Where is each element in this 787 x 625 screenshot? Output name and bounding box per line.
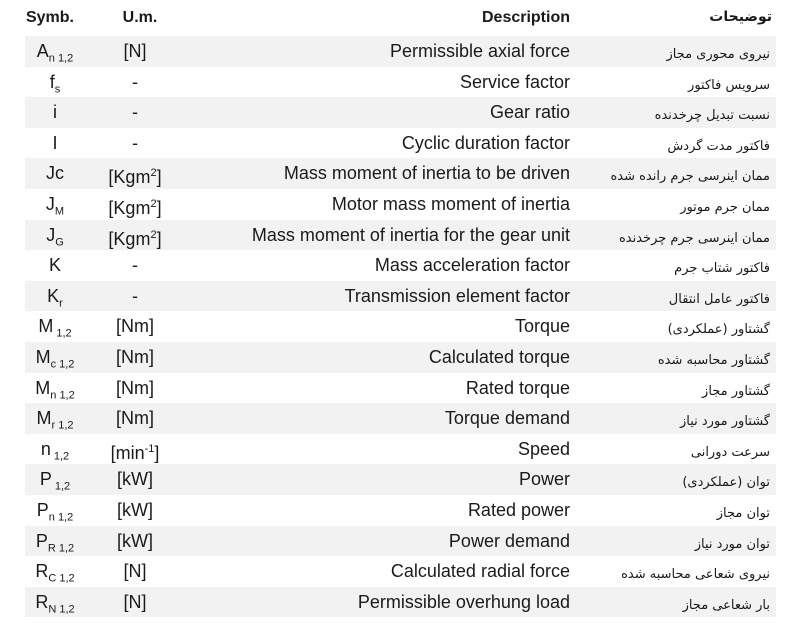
- symbol-cell: [25, 403, 85, 434]
- unit-cell: [95, 128, 175, 159]
- symbol-cell: [25, 342, 85, 373]
- unit-text: [Kgm: [108, 228, 151, 249]
- header-unit: U.m.: [122, 9, 158, 26]
- unit-text: [N]: [123, 561, 147, 582]
- description-cell: Torque: [514, 316, 570, 337]
- persian-description-cell: سرعت دورانی: [690, 444, 770, 460]
- table-row: [25, 158, 776, 189]
- unit-text: -: [132, 255, 138, 276]
- unit-text: [kW]: [117, 530, 153, 551]
- persian-description-cell: توان مجاز: [716, 505, 770, 521]
- symbol-subscript: n 1,2: [50, 389, 75, 402]
- symbol-text: J: [46, 224, 56, 245]
- table-row: [25, 495, 776, 526]
- unit-superscript: 2: [150, 197, 157, 210]
- symbol-subscript: G: [55, 236, 64, 249]
- symbol-cell: [25, 250, 85, 281]
- unit-text: -: [132, 102, 138, 123]
- unit-text: [min: [110, 442, 145, 463]
- table-row: [25, 97, 776, 128]
- symbol-text: f: [49, 71, 55, 92]
- symbol-subscript: n 1,2: [48, 511, 74, 524]
- symbol-subscript: 1,2: [53, 327, 72, 340]
- symbol-text: M: [35, 346, 51, 367]
- symbol-subscript: 1,2: [51, 480, 71, 493]
- unit-cell: [95, 36, 175, 67]
- table-row: [25, 250, 776, 281]
- persian-description-cell: گشتاور محاسبه شده: [657, 352, 770, 368]
- symbol-cell: [25, 189, 85, 220]
- unit-superscript: -1: [144, 442, 155, 455]
- unit-cell: [95, 342, 175, 373]
- unit-text: [kW]: [117, 469, 153, 490]
- persian-description-cell: فاکتور عامل انتقال: [668, 291, 770, 307]
- unit-cell: [95, 464, 175, 495]
- symbol-cell: [25, 434, 85, 465]
- symbol-subscript: N 1,2: [48, 603, 75, 616]
- unit-cell: [95, 189, 175, 220]
- symbol-cell: [25, 158, 85, 189]
- symbol-subscript: r 1,2: [51, 419, 74, 432]
- unit-tail: ]: [156, 228, 162, 249]
- unit-cell: [95, 97, 175, 128]
- unit-cell: [95, 403, 175, 434]
- symbols-table: [25, 4, 776, 617]
- persian-description-cell: ممان اینرسی جرم چرخدنده: [618, 230, 770, 246]
- symbol-text: I: [52, 132, 58, 153]
- table-row: [25, 464, 776, 495]
- symbol-subscript: M: [54, 205, 65, 218]
- unit-text: [Nm]: [116, 346, 154, 367]
- persian-description-cell: فاکتور مدت گردش: [667, 138, 770, 154]
- description-cell: Mass moment of inertia for the gear unit: [251, 224, 570, 245]
- unit-cell: [95, 373, 175, 404]
- symbol-subscript: s: [54, 83, 61, 96]
- persian-description-cell: بار شعاعی مجاز: [682, 597, 770, 613]
- table-row: [25, 434, 776, 465]
- persian-description-cell: توان (عملکردی): [682, 475, 770, 491]
- table-row: [25, 220, 776, 251]
- unit-cell: [95, 220, 175, 251]
- description-cell: Speed: [517, 438, 570, 459]
- persian-description-cell: گشتاور (عملکردی): [667, 322, 770, 338]
- description-cell: Transmission element factor: [344, 285, 570, 306]
- unit-text: [Nm]: [116, 316, 154, 337]
- symbol-text: M: [35, 377, 51, 398]
- symbol-cell: [25, 220, 85, 251]
- table-row: [25, 556, 776, 587]
- table-row: [25, 403, 776, 434]
- unit-text: [Kgm: [108, 167, 151, 188]
- description-cell: Cyclic duration factor: [401, 132, 570, 153]
- unit-cell: [95, 67, 175, 98]
- description-cell: Permissible axial force: [389, 41, 570, 61]
- symbol-text: i: [53, 102, 57, 123]
- symbol-subscript: c 1,2: [50, 358, 75, 371]
- description-cell: Permissible overhung load: [357, 591, 570, 612]
- persian-description-cell: گشتاور مجاز: [702, 383, 770, 399]
- symbol-text: P: [39, 469, 52, 490]
- description-cell: Calculated torque: [428, 346, 570, 367]
- table-row: [25, 36, 776, 67]
- unit-text: [Kgm: [108, 197, 151, 218]
- symbol-cell: [25, 464, 85, 495]
- table-row: [25, 281, 776, 312]
- unit-cell: [95, 526, 175, 557]
- unit-cell: [95, 158, 175, 189]
- description-cell: Rated power: [467, 499, 570, 520]
- symbol-cell: [25, 587, 85, 618]
- unit-superscript: 2: [150, 228, 157, 241]
- unit-text: [N]: [123, 41, 147, 61]
- table-body: [25, 36, 776, 617]
- persian-description-cell: نیروی شعاعی محاسبه شده: [621, 567, 770, 583]
- table-row: [25, 587, 776, 618]
- symbol-text: K: [48, 255, 61, 276]
- unit-cell: [95, 281, 175, 312]
- symbol-cell: [25, 495, 85, 526]
- symbol-cell: [25, 311, 85, 342]
- symbol-subscript: R 1,2: [47, 542, 75, 555]
- unit-text: -: [132, 285, 138, 306]
- symbol-cell: [25, 67, 85, 98]
- persian-description-cell: سرویس فاکتور: [688, 77, 770, 93]
- header-symbol: Symb.: [25, 9, 74, 26]
- symbol-text: K: [47, 285, 60, 306]
- symbol-text: M: [38, 316, 54, 337]
- symbol-subscript: 1,2: [50, 450, 70, 463]
- unit-cell: [95, 587, 175, 618]
- description-cell: Power demand: [448, 530, 570, 551]
- unit-tail: ]: [154, 442, 160, 463]
- persian-description-cell: ممان جرم موتور: [680, 199, 770, 215]
- symbol-cell: [25, 97, 85, 128]
- description-cell: Service factor: [459, 71, 570, 92]
- description-cell: Gear ratio: [489, 102, 570, 123]
- header-persian: توضیحات: [709, 9, 772, 25]
- symbol-subscript: r: [59, 297, 63, 310]
- description-cell: Motor mass moment of inertia: [331, 193, 570, 214]
- header-description: Description: [481, 9, 570, 26]
- table-row: [25, 128, 776, 159]
- symbol-text: R: [35, 561, 49, 582]
- description-cell: Power: [518, 469, 570, 490]
- description-cell: Mass acceleration factor: [374, 255, 570, 276]
- description-cell: Mass moment of inertia to be driven: [283, 163, 570, 184]
- symbol-text: Jc: [46, 163, 64, 184]
- unit-text: [Nm]: [116, 408, 154, 429]
- symbol-cell: [25, 556, 85, 587]
- persian-description-cell: گشتاور مورد نیاز: [679, 414, 770, 430]
- symbol-cell: [25, 128, 85, 159]
- symbol-text: P: [35, 530, 48, 551]
- unit-text: [Nm]: [116, 377, 154, 398]
- symbol-text: M: [36, 408, 52, 429]
- symbol-text: J: [45, 193, 55, 214]
- unit-tail: ]: [156, 197, 162, 218]
- unit-cell: [95, 495, 175, 526]
- symbol-cell: [25, 373, 85, 404]
- unit-cell: [95, 556, 175, 587]
- table-row: [25, 373, 776, 404]
- table-row: [25, 189, 776, 220]
- unit-text: -: [132, 132, 138, 153]
- table-header: [25, 4, 776, 36]
- persian-description-cell: نیروی محوری مجاز: [666, 47, 770, 62]
- unit-cell: [95, 311, 175, 342]
- persian-description-cell: فاکتور شتاب جرم: [674, 261, 770, 277]
- description-cell: Rated torque: [465, 377, 570, 398]
- symbol-subscript: C 1,2: [48, 572, 75, 585]
- persian-description-cell: نسبت تبدیل چرخدنده: [654, 108, 770, 124]
- persian-description-cell: توان مورد نیاز: [694, 536, 770, 552]
- description-cell: Torque demand: [444, 408, 570, 429]
- symbol-cell: [25, 36, 85, 67]
- unit-superscript: 2: [150, 167, 157, 180]
- unit-tail: ]: [156, 167, 162, 188]
- unit-text: [N]: [123, 591, 147, 612]
- table-row: [25, 311, 776, 342]
- description-cell: Calculated radial force: [390, 561, 570, 582]
- table-row: [25, 342, 776, 373]
- persian-description-cell: ممان اینرسی جرم رانده شده: [610, 169, 770, 185]
- table-row: [25, 526, 776, 557]
- symbol-cell: [25, 281, 85, 312]
- unit-cell: [95, 434, 175, 465]
- symbol-text: A: [36, 41, 49, 61]
- table-row: [25, 67, 776, 98]
- symbol-text: R: [35, 591, 49, 612]
- symbol-cell: [25, 526, 85, 557]
- symbol-text: P: [36, 499, 49, 520]
- unit-cell: [95, 250, 175, 281]
- unit-text: -: [132, 71, 138, 92]
- unit-text: [kW]: [117, 499, 153, 520]
- symbol-text: n: [40, 438, 51, 459]
- symbol-subscript: n 1,2: [48, 52, 74, 65]
